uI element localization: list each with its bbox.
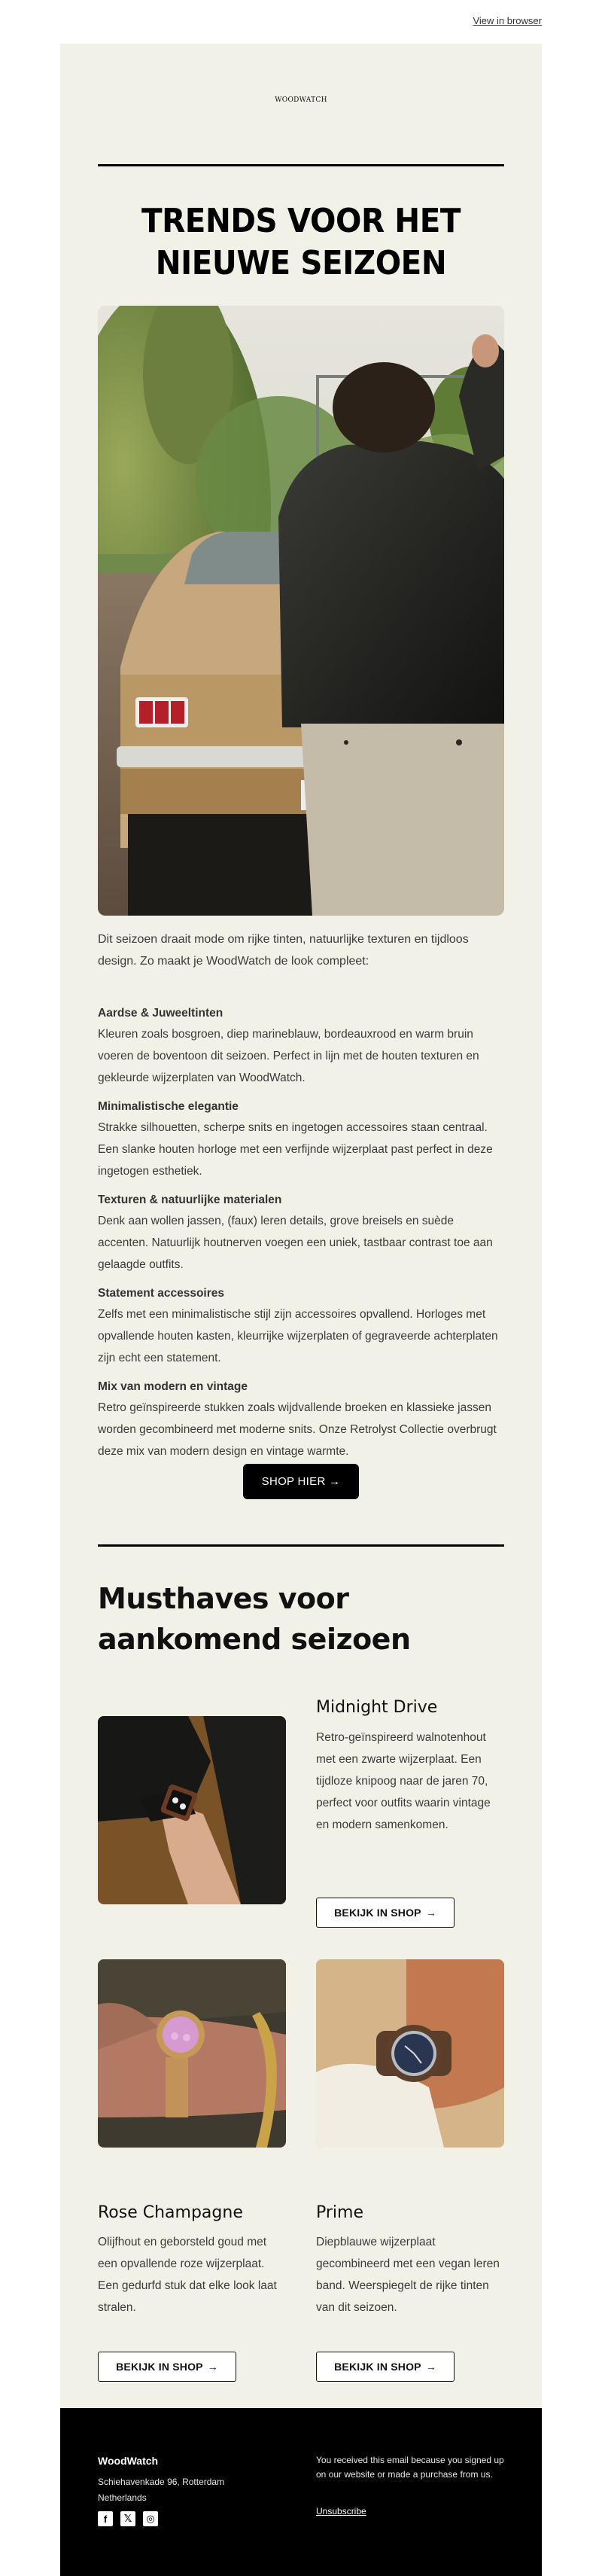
shop-here-button[interactable]: SHOP HIER →	[243, 1464, 359, 1499]
hero-photo-illustration	[98, 306, 504, 916]
trend-body: Zelfs met een minimalistische stijl zijn accessoires opvallend. Horloges met opvallende houten kasten, kleurrijke wijzerplaten of gegraveerde achterplaten zijn echt een statement.	[98, 1308, 498, 1364]
trend-list	[98, 1004, 504, 1471]
view-in-browser-link[interactable]: View in browser	[473, 15, 542, 26]
social-links	[98, 2511, 158, 2526]
watch-photo-illustration	[98, 1716, 286, 1904]
button-label: BEKIJK IN SHOP	[334, 1907, 421, 1919]
divider-top	[98, 164, 504, 166]
product-image-rose-champagne[interactable]	[98, 1959, 286, 2148]
arrow-right-icon: →	[207, 2361, 218, 2373]
brand-logo[interactable]: WOODWATCH	[275, 96, 327, 104]
trend-item	[98, 1097, 504, 1182]
arrow-right-icon: →	[425, 2361, 436, 2373]
arrow-right-icon: →	[425, 1907, 436, 1919]
trend-body: Strakke silhouetten, scherpe snits en ingetogen accessoires staan centraal. Een slanke houten horloge met een verfijnde wijzerplaat past perfect in deze ingetogen esthetiek.	[98, 1121, 493, 1178]
x-twitter-icon[interactable]: 𝕏	[120, 2511, 135, 2526]
intro-text: Dit seizoen draait mode om rijke tinten, natuurlijke texturen en tijdloos design. Zo maakt je WoodWatch de look compleet:	[98, 933, 469, 968]
address-line-1: Schiehavenkade 96, Rotterdam	[98, 2477, 225, 2487]
trend-item	[98, 1190, 504, 1276]
product-description: Retro-geïnspireerd walnotenhout met een zwarte wijzerplaat. Een tijdloze knipoog naar de jaren 70, perfect voor outfits waarin vintage en modern samenkomen.	[316, 1731, 491, 1831]
divider-middle	[98, 1544, 504, 1547]
watch-photo-illustration	[316, 1959, 504, 2148]
product-name[interactable]: Prime	[316, 2203, 364, 2222]
instagram-icon[interactable]: ◎	[143, 2511, 158, 2526]
facebook-icon[interactable]: f	[98, 2511, 113, 2526]
musthaves-title-line1: Musthaves voor	[98, 1582, 349, 1615]
view-in-shop-button-midnight-drive[interactable]	[316, 1898, 455, 1928]
email-body	[60, 44, 542, 2408]
address-line-2: Netherlands	[98, 2492, 147, 2503]
trend-body: Kleuren zoals bosgroen, diep marineblauw, bordeauxrood en warm bruin voeren de boventoon dit seizoen. Perfect in lijn met de houten texturen en gekleurde wijzerplaten van WoodWatch.	[98, 1028, 479, 1084]
trend-title: Mix van modern en vintage	[98, 1380, 248, 1393]
product-image-midnight-drive[interactable]	[98, 1716, 286, 1904]
trend-body: Denk aan wollen jassen, (faux) leren details, grove breisels en suède accenten. Natuurlijk houtnerven voegen een uniek, tastbaar contrast toe aan gelaagde outfits.	[98, 1215, 493, 1271]
trend-body: Retro geïnspireerde stukken zoals wijdvallende broeken en klassieke jassen worden gecombineerd met moderne snits. Onze Retrolyst Collectie overbrugt deze mix van modern design en vintage warmte.	[98, 1401, 497, 1458]
trend-title: Minimalistische elegantie	[98, 1100, 239, 1113]
button-label: BEKIJK IN SHOP	[116, 2361, 203, 2373]
product-image-prime[interactable]	[316, 1959, 504, 2148]
hero-title-bold: TRENDS	[141, 202, 278, 240]
view-in-shop-button-rose-champagne[interactable]	[98, 2352, 236, 2382]
trend-item	[98, 1004, 504, 1089]
footer	[60, 2408, 542, 2576]
footer-brand: WoodWatch	[98, 2455, 159, 2467]
trend-item	[98, 1377, 504, 1462]
product-name[interactable]: Rose Champagne	[98, 2203, 243, 2222]
footer-address	[98, 2474, 224, 2506]
unsubscribe-link[interactable]: Unsubscribe	[316, 2506, 366, 2517]
product-description: Diepblauwe wijzerplaat gecombineerd met een vegan leren band. Weerspiegelt de rijke tinten van dit seizoen.	[316, 2236, 500, 2314]
trend-title: Statement accessoires	[98, 1287, 225, 1300]
watch-photo-illustration	[98, 1959, 286, 2148]
button-label: BEKIJK IN SHOP	[334, 2361, 421, 2373]
musthaves-title	[98, 1578, 504, 1660]
product-description: Olijfhout en geborsteld goud met een opvallende roze wijzerplaat. Een gedurfd stuk dat elke look laat stralen.	[98, 2236, 277, 2314]
trend-item	[98, 1284, 504, 1369]
musthaves-title-line2: aankomend seizoen	[98, 1623, 411, 1656]
hero-title-line1: VOOR HET	[277, 202, 461, 240]
hero-image[interactable]	[98, 306, 504, 916]
hero-title	[80, 200, 523, 285]
product-name[interactable]: Midnight Drive	[316, 1698, 438, 1717]
hero-title-line2: NIEUWE SEIZOEN	[155, 244, 447, 282]
trend-title: Texturen & natuurlijke materialen	[98, 1193, 282, 1206]
trend-title: Aardse & Juweeltinten	[98, 1007, 223, 1020]
footer-notice: You received this email because you signed up on our website or made a purchase from us.	[316, 2455, 504, 2480]
view-in-shop-button-prime[interactable]	[316, 2352, 455, 2382]
